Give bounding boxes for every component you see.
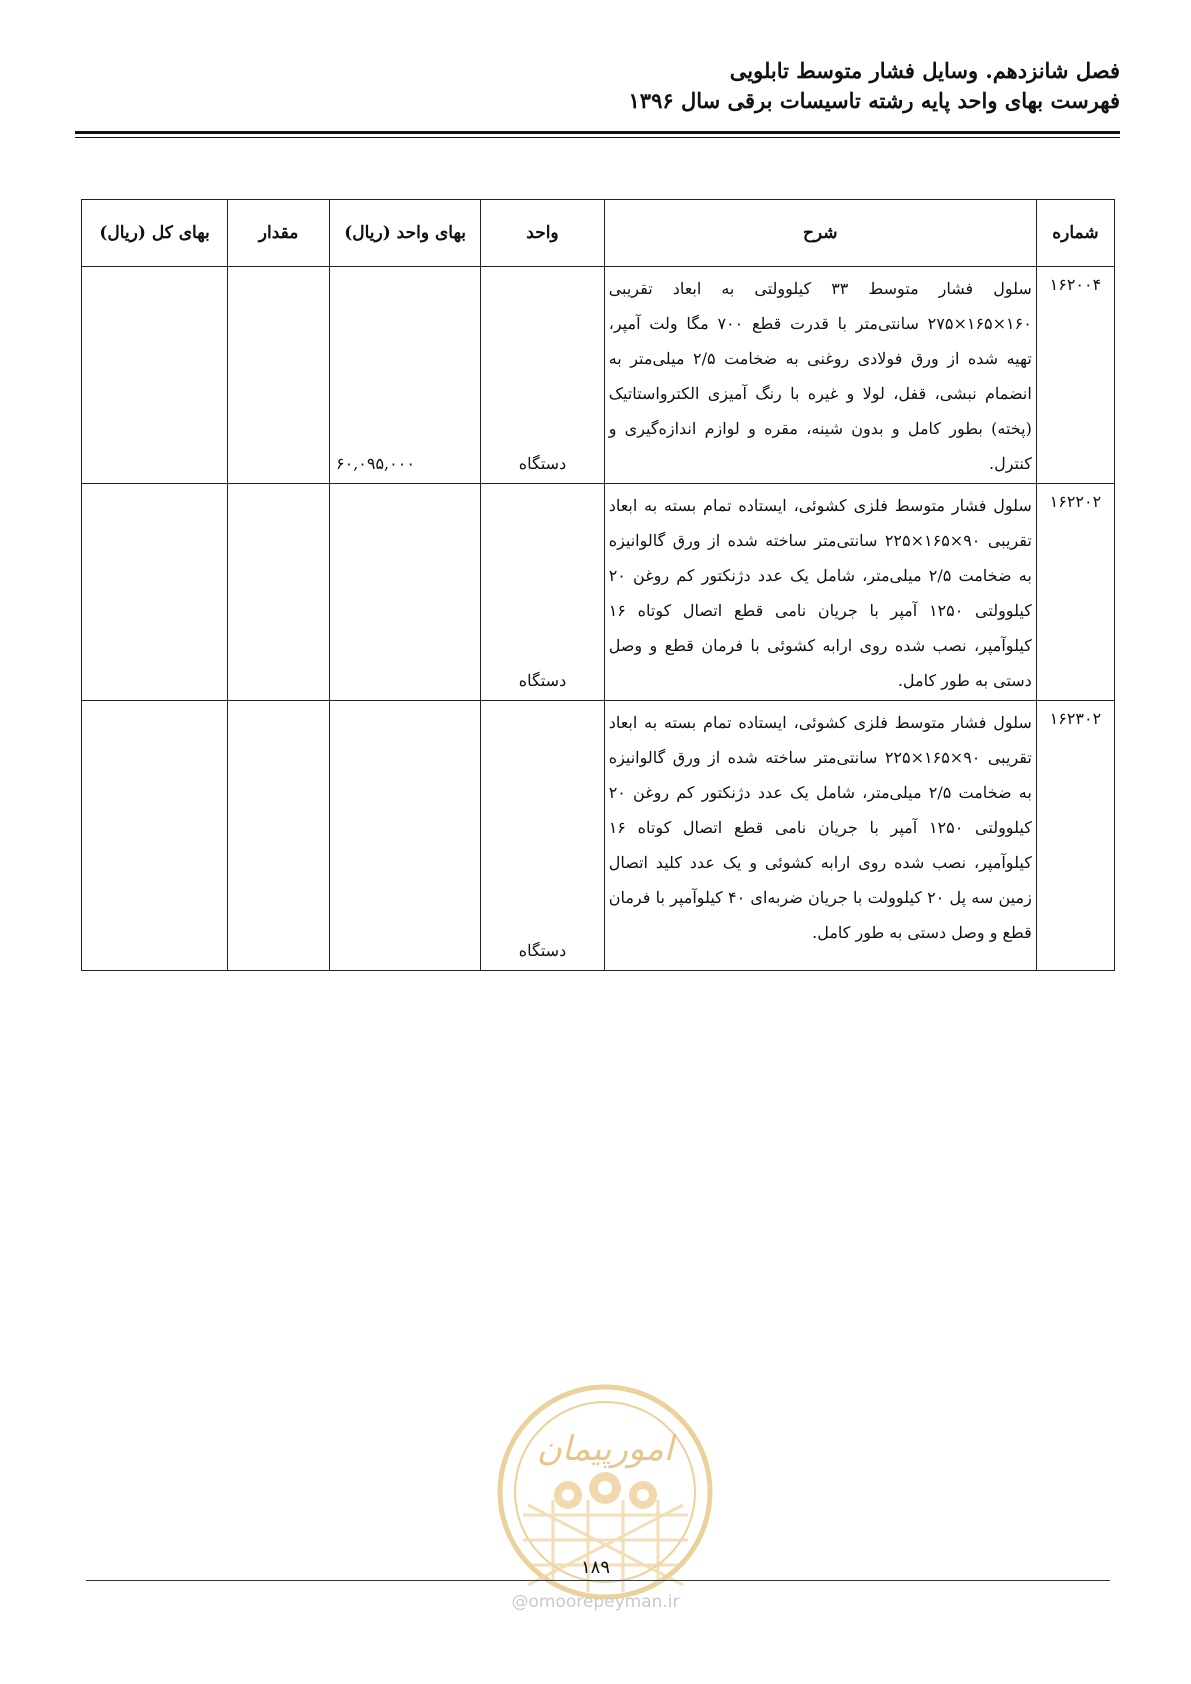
column-header-description: شرح — [604, 200, 1036, 267]
item-unit-price: ۶۰,۰۹۵,۰۰۰ — [330, 267, 481, 484]
column-header-code: شماره — [1036, 200, 1114, 267]
header-rule-thin — [75, 137, 1120, 138]
item-quantity — [228, 701, 330, 971]
price-table — [81, 199, 1115, 971]
item-unit: دستگاه — [481, 267, 604, 484]
page-header — [75, 56, 1120, 116]
item-unit: دستگاه — [481, 484, 604, 701]
watermark-logo-text: امورپیمان — [536, 1429, 674, 1469]
item-unit: دستگاه — [481, 701, 604, 971]
column-header-unit: واحد — [481, 200, 604, 267]
table-row — [82, 701, 1115, 971]
item-total-price — [82, 484, 228, 701]
item-description: سلول فشار متوسط فلزی کشوئی، ایستاده تمام بسته به ابعاد تقریبی ۹۰×۱۶۵×۲۲۵ سانتی‌متر ساخته شده از ورق گالوانیزه به ضخامت ۲/۵ میلی‌متر، شامل یک عدد دژنکتور کم روغن ۲۰ کیلوولتی ۱۲۵۰ آمپر با جریان نامی قطع اتصال کوتاه ۱۶ کیلوآمپر، نصب شده روی ارابه کشوئی با فرمان قطع و وصل دستی به طور کامل. — [604, 484, 1036, 701]
page-number: ۱۸۹ — [580, 1557, 610, 1578]
column-header-quantity: مقدار — [228, 200, 330, 267]
table-header-row — [82, 200, 1115, 267]
column-header-total-price: بهای کل (ریال) — [82, 200, 228, 267]
item-code: ۱۶۲۲۰۲ — [1036, 484, 1114, 701]
item-code: ۱۶۲۰۰۴ — [1036, 267, 1114, 484]
item-description: سلول فشار متوسط ۳۳ کیلوولتی به ابعاد تقریبی ۱۶۰×۱۶۵×۲۷۵ سانتی‌متر با قدرت قطع ۷۰۰ مگا ولت آمپر، تهیه شده از ورق فولادی روغنی به ضخامت ۲/۵ میلی‌متر به انضمام نبشی، قفل، لولا و غیره با رنگ آمیزی الکترواستاتیک (پخته) بطور کامل و بدون شینه، مقره و لوازم اندازه‌گیری و کنترل. — [604, 267, 1036, 484]
footer-rule — [86, 1580, 1110, 1581]
item-total-price — [82, 701, 228, 971]
table-row — [82, 484, 1115, 701]
column-header-unit-price: بهای واحد (ریال) — [330, 200, 481, 267]
document-subtitle: فهرست بهای واحد پایه رشته تاسیسات برقی سال ۱۳۹۶ — [628, 88, 1120, 113]
item-total-price — [82, 267, 228, 484]
item-description: سلول فشار متوسط فلزی کشوئی، ایستاده تمام بسته به ابعاد تقریبی ۹۰×۱۶۵×۲۲۵ سانتی‌متر ساخته شده از ورق گالوانیزه به ضخامت ۲/۵ میلی‌متر، شامل یک عدد دژنکتور کم روغن ۲۰ کیلوولتی ۱۲۵۰ آمپر با جریان نامی قطع اتصال کوتاه ۱۶ کیلوآمپر، نصب شده روی ارابه کشوئی و یک عدد کلید اتصال زمین سه پل ۲۰ کیلوولت با جریان ضربه‌ای ۴۰ کیلوآمپر با فرمان قطع و وصل دستی به طور کامل. — [604, 701, 1036, 971]
table-row — [82, 267, 1115, 484]
header-rule-thick — [75, 131, 1120, 134]
item-quantity — [228, 484, 330, 701]
item-code: ۱۶۲۳۰۲ — [1036, 701, 1114, 971]
item-unit-price — [330, 484, 481, 701]
watermark-site: @omoorepeyman.ir — [511, 1592, 680, 1612]
chapter-title: فصل شانزدهم. وسایل فشار متوسط تابلویی — [729, 58, 1120, 83]
item-quantity — [228, 267, 330, 484]
item-unit-price — [330, 701, 481, 971]
